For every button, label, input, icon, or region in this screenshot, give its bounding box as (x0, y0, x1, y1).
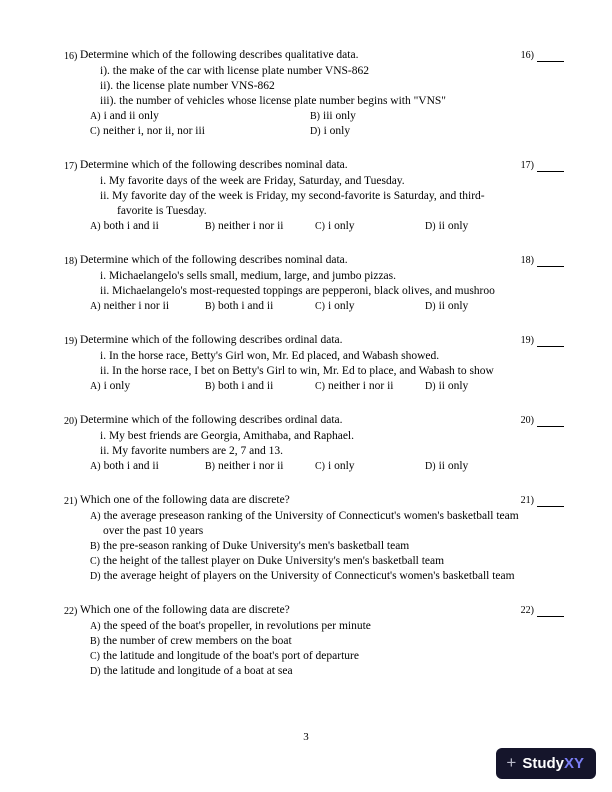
question-header (64, 253, 516, 269)
choice-label: A) (90, 221, 101, 232)
choice-text: ii only (438, 300, 469, 312)
question-block (64, 603, 564, 679)
question-items (64, 174, 516, 219)
choices (64, 459, 538, 474)
question-block (64, 253, 564, 314)
choices (64, 619, 538, 679)
choice-text: neither i nor ii (328, 380, 394, 392)
choice-b (90, 634, 522, 649)
choice-label: A) (90, 381, 101, 392)
choice-label: A) (90, 621, 101, 632)
question-item: ii. In the horse race, I bet on Betty's Girl to win, Mr. Ed to place, and Wabash to show (100, 365, 494, 377)
choice-label: C) (90, 651, 100, 662)
answer-slot (521, 413, 564, 428)
answer-blank-line (537, 426, 564, 427)
question-block (64, 493, 564, 584)
choice-d (90, 664, 522, 679)
choice-text: both i and ii (218, 300, 274, 312)
choice-text: the latitude and longitude of the boat's port of departure (103, 650, 359, 662)
choice-text: neither i nor ii (218, 460, 284, 472)
answer-slot (521, 253, 564, 268)
question-header (64, 603, 516, 619)
question-prompt: Determine which of the following describes nominal data. (80, 159, 348, 171)
question-number: 17) (64, 161, 78, 172)
question-prompt: Determine which of the following describes ordinal data. (80, 334, 343, 346)
choice-text: i only (103, 380, 131, 392)
choice-label: D) (310, 126, 321, 137)
question-item: ii. My favorite numbers are 2, 7 and 13. (100, 445, 283, 457)
choice-b (310, 109, 538, 124)
answer-blank-line (537, 266, 564, 267)
answer-blank-line (537, 616, 564, 617)
choice-c (90, 554, 522, 569)
choice-a (90, 299, 205, 314)
choice-d (425, 219, 538, 234)
choice-label: B) (310, 111, 320, 122)
choice-text: neither i nor ii (103, 300, 170, 312)
question-number: 16) (64, 51, 78, 62)
question-header (64, 333, 516, 349)
question-item: i. In the horse race, Betty's Girl won, Mr. Ed placed, and Wabash showed. (100, 350, 440, 362)
choice-d (90, 569, 522, 584)
answer-blank-line (537, 61, 564, 62)
choice-label: D) (90, 571, 101, 582)
question-block (64, 413, 564, 474)
choice-label: B) (205, 301, 215, 312)
question-items (64, 269, 516, 299)
question-header (64, 158, 516, 174)
choice-label: B) (90, 541, 100, 552)
choice-label: B) (205, 221, 215, 232)
answer-number: 22) (520, 605, 534, 616)
choice-label: A) (90, 461, 101, 472)
choice-c (315, 299, 425, 314)
choice-c (90, 649, 522, 664)
answer-blank-line (537, 171, 564, 172)
choice-label: C) (90, 556, 100, 567)
answer-slot (521, 493, 564, 508)
logo-text-xy: XY (563, 754, 584, 772)
answer-number: 17) (520, 160, 534, 171)
logo-wordmark (522, 755, 584, 773)
choice-d (425, 299, 538, 314)
answer-number: 20) (520, 415, 534, 426)
choices (64, 509, 538, 584)
choice-text: the number of crew members on the boat (103, 635, 292, 647)
choice-label: D) (425, 381, 436, 392)
choice-text: both i and ii (218, 380, 274, 392)
choice-text: ii only (438, 380, 469, 392)
choice-label: B) (90, 636, 100, 647)
choice-label: D) (425, 461, 436, 472)
question-header (64, 48, 516, 64)
page-number: 3 (303, 731, 309, 743)
answer-blank-line (537, 506, 564, 507)
question-item: ii. My favorite day of the week is Friday, my second-favorite is Saturday, and third-favorite is Tuesday. (100, 190, 485, 217)
choice-d (425, 459, 538, 474)
choices (64, 219, 538, 234)
choice-label: A) (90, 301, 101, 312)
choices (64, 379, 538, 394)
question-items (64, 64, 516, 109)
choice-d (425, 379, 538, 394)
answer-slot (521, 333, 564, 348)
choice-a (90, 509, 522, 539)
question-number: 21) (64, 496, 78, 507)
choice-text: neither i nor ii (218, 220, 284, 232)
choice-c (90, 124, 310, 139)
choice-text: both i and ii (103, 460, 159, 472)
choice-text: the speed of the boat's propeller, in revolutions per minute (103, 620, 371, 632)
choice-a (90, 619, 522, 634)
choice-a (90, 219, 205, 234)
question-item: iii). the number of vehicles whose license plate number begins with "VNS" (100, 95, 447, 107)
plus-icon: + (506, 753, 517, 772)
answer-number: 21) (520, 495, 534, 506)
question-block (64, 158, 564, 234)
choice-a (90, 379, 205, 394)
question-prompt: Determine which of the following describes qualitative data. (80, 49, 359, 61)
answer-slot (521, 48, 564, 63)
question-header (64, 493, 516, 509)
answer-number: 16) (520, 50, 534, 61)
choice-label: C) (315, 301, 325, 312)
question-item: i). the make of the car with license plate number VNS-862 (100, 65, 369, 77)
question-list (64, 48, 564, 698)
studyxy-logo (496, 748, 596, 779)
question-item: i. My favorite days of the week are Friday, Saturday, and Tuesday. (100, 175, 405, 187)
question-item: i. My best friends are Georgia, Amithaba, and Raphael. (100, 430, 354, 442)
answer-slot (521, 158, 564, 173)
question-number: 22) (64, 606, 78, 617)
choices (64, 109, 538, 139)
question-number: 20) (64, 416, 78, 427)
choice-label: A) (90, 511, 101, 522)
choice-text: i only (328, 300, 355, 312)
answer-blank-line (537, 346, 564, 347)
choice-text: both i and ii (103, 220, 159, 232)
choice-text: the average preseason ranking of the University of Connecticut's women's basketball team over the past 10 years (103, 510, 519, 537)
choice-text: the pre-season ranking of Duke University's men's basketball team (103, 540, 410, 552)
choice-label: C) (315, 381, 325, 392)
choice-b (205, 299, 315, 314)
answer-number: 18) (520, 255, 534, 266)
choice-b (205, 459, 315, 474)
question-block (64, 48, 564, 139)
choice-text: neither i, nor ii, nor iii (103, 125, 205, 137)
question-item: ii. Michaelangelo's most-requested toppings are pepperoni, black olives, and mushroo (100, 285, 495, 297)
choice-b (90, 539, 522, 554)
question-item: i. Michaelangelo's sells small, medium, large, and jumbo pizzas. (100, 270, 397, 282)
question-item: ii). the license plate number VNS-862 (100, 80, 275, 92)
choice-text: i only (328, 460, 355, 472)
choice-label: D) (425, 221, 436, 232)
question-items (64, 429, 516, 459)
question-block (64, 333, 564, 394)
question-number: 18) (64, 256, 78, 267)
choices (64, 299, 538, 314)
question-prompt: Which one of the following data are discrete? (80, 494, 290, 506)
choice-text: the height of the tallest player on Duke University's men's basketball team (103, 555, 445, 567)
choice-label: D) (425, 301, 436, 312)
choice-c (315, 219, 425, 234)
choice-a (90, 109, 310, 124)
question-prompt: Determine which of the following describes nominal data. (80, 254, 348, 266)
choice-b (205, 379, 315, 394)
choice-text: i only (328, 220, 355, 232)
choice-c (315, 379, 425, 394)
choice-c (315, 459, 425, 474)
choice-label: C) (315, 461, 325, 472)
choice-label: C) (90, 126, 100, 137)
answer-slot (521, 603, 564, 618)
question-header (64, 413, 516, 429)
choice-label: B) (205, 461, 215, 472)
question-number: 19) (64, 336, 78, 347)
choice-d (310, 124, 538, 139)
choice-label: D) (90, 666, 101, 677)
question-items (64, 349, 516, 379)
choice-label: C) (315, 221, 325, 232)
question-prompt: Which one of the following data are discrete? (80, 604, 290, 616)
choice-text: i only (323, 125, 351, 137)
choice-text: the average height of players on the University of Connecticut's women's basketball team (103, 570, 515, 582)
choice-text: the latitude and longitude of a boat at sea (103, 665, 293, 677)
choice-text: iii only (323, 110, 356, 122)
question-prompt: Determine which of the following describes ordinal data. (80, 414, 343, 426)
choice-text: ii only (438, 460, 469, 472)
choice-b (205, 219, 315, 234)
choice-label: A) (90, 111, 101, 122)
choice-a (90, 459, 205, 474)
logo-text-study: Study (522, 754, 564, 772)
answer-number: 19) (520, 335, 534, 346)
choice-text: ii only (438, 220, 469, 232)
choice-label: B) (205, 381, 215, 392)
choice-text: i and ii only (103, 110, 159, 122)
